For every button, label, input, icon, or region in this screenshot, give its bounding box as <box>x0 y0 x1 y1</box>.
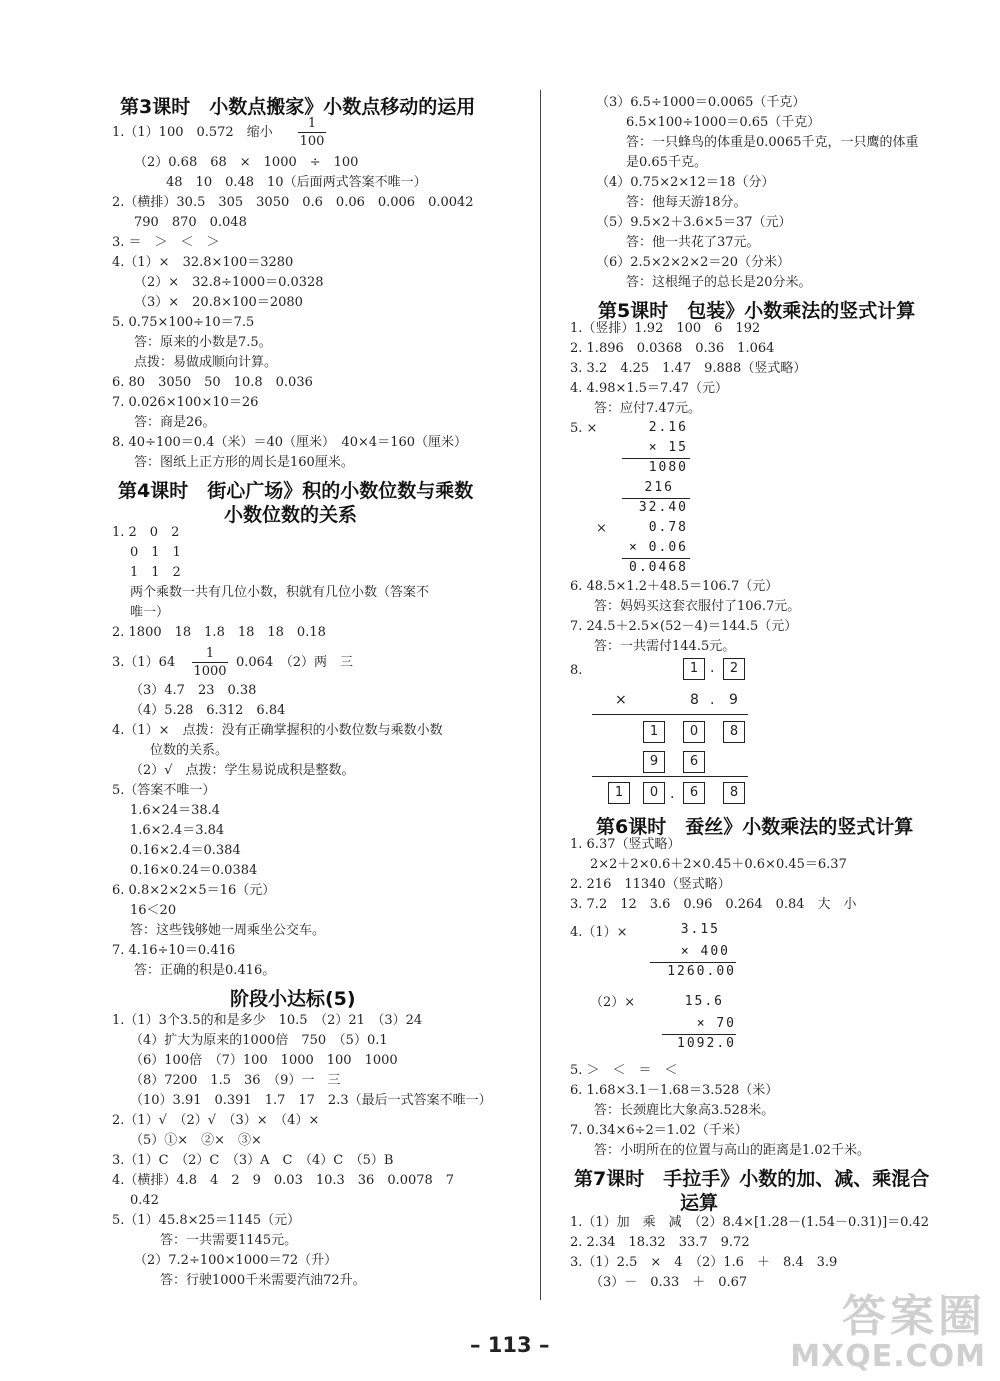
lesson5-line: 答：妈妈买这套衣服付了106.7元。 <box>594 599 801 614</box>
stage-test-line: 答：一共需要1145元。 <box>160 1233 298 1248</box>
lesson7-heading: 第7课时 手拉手》小数的加、减、乘混合 <box>574 1168 930 1190</box>
lesson5-line: 2. 1.896 0.0368 0.36 1.064 <box>570 341 775 356</box>
lesson6-heading: 第6课时 蚕丝》小数乘法的竖式计算 <box>596 816 914 838</box>
lesson4-heading-cont: 小数位数的关系 <box>224 504 358 526</box>
digit-box: 6 <box>683 751 705 773</box>
vertical-calc-line: 32.40 <box>638 500 688 515</box>
lesson5-line: × <box>596 521 607 536</box>
lesson6-line: 答：长颈鹿比大象高3.528米。 <box>594 1103 775 1118</box>
lesson3-line: 8. 40÷100＝0.4（米）＝40（厘米） 40×4＝160（厘米） <box>112 435 468 450</box>
stage-test-line: 5.（1）45.8×25＝1145（元） <box>112 1213 301 1228</box>
vertical-calc-line: × 70 <box>696 1016 736 1031</box>
lesson4-cont-line: （5）9.5×2＋3.6×5＝37（元） <box>596 215 792 230</box>
fraction-1-100: 1 100 <box>299 116 325 149</box>
digit-box: 8 <box>723 721 745 743</box>
lesson4-cont-line: 答：他一共花了37元。 <box>626 235 760 250</box>
lesson3-line: 5. 0.75×100÷10＝7.5 <box>112 315 255 330</box>
digit-box: 1 <box>608 782 630 804</box>
lesson4-line: 1 1 2 <box>130 565 181 580</box>
stage-test-line: 4.（横排）4.8 4 2 9 0.03 10.3 36 0.0078 7 <box>112 1173 455 1188</box>
lesson4-line: 0.064 （2）两 三 <box>236 655 353 670</box>
stage-test-heading: 阶段小达标(5) <box>230 988 356 1010</box>
lesson4-line: 答：正确的积是0.416。 <box>134 963 276 978</box>
lesson4-line: 唯一） <box>130 605 170 620</box>
lesson4-cont-line: 答：这根绳子的总长是20分米。 <box>626 275 812 290</box>
lesson4-line: 1.6×2.4＝3.84 <box>130 823 225 838</box>
lesson5-line: 5. × <box>570 421 598 436</box>
lesson3-line: （2）0.68 68 × 1000 ÷ 100 <box>134 155 359 170</box>
lesson4-line: 3.（1）64 <box>112 655 176 670</box>
lesson7-line: （3）－ 0.33 ＋ 0.67 <box>590 1275 748 1290</box>
calc-rule <box>592 776 748 777</box>
lesson3-line: 答：商是26。 <box>134 415 216 430</box>
lesson3-heading: 第3课时 小数点搬家》小数点移动的运用 <box>120 96 476 118</box>
lesson5-line: 3. 3.2 4.25 1.47 9.888（竖式略） <box>570 361 807 376</box>
lesson4-line: 4.（1）× 点拨：没有正确掌握积的小数位数与乘数小数 <box>112 723 443 738</box>
lesson4-line: 答：这些钱够她一周乘坐公交车。 <box>130 923 326 938</box>
lesson4-cont-line: （6）2.5×2×2×2＝20（分米） <box>596 255 790 270</box>
lesson4-cont-line: 6.5×100÷1000＝0.65（千克） <box>626 115 821 130</box>
calc-rule <box>592 714 748 715</box>
lesson4-line: 0.16×2.4＝0.384 <box>130 843 241 858</box>
lesson6-line: 答：小明所在的位置与高山的距离是1.02千米。 <box>594 1143 870 1158</box>
lesson4-cont-line: （4）0.75×2×12＝18（分） <box>596 175 775 190</box>
lesson5-line: 7. 24.5＋2.5×(52－4)＝144.5（元） <box>570 619 798 634</box>
digit-box: 6 <box>683 782 705 804</box>
lesson4-line: 两个乘数一共有几位小数，积就有几位小数（答案不 <box>130 585 430 600</box>
vertical-calc-line: 2.16 <box>648 420 688 435</box>
lesson5-line: 1.（竖排）1.92 100 6 192 <box>570 321 761 336</box>
digit-box: 0 <box>643 782 665 804</box>
lesson3-line: 4.（1）× 32.8×100＝3280 <box>112 255 294 270</box>
decimal-point: . <box>710 692 715 708</box>
lesson4-cont-line: 答：一只蜂鸟的体重是0.0065千克，一只鹰的体重 <box>626 135 919 150</box>
digit: 8 <box>690 692 699 708</box>
decimal-point: . <box>670 786 675 802</box>
lesson5-line: 6. 48.5×1.2＋48.5＝106.7（元） <box>570 579 779 594</box>
lesson6-line: （2）× <box>590 995 636 1010</box>
stage-test-line: 3.（1）C （2）C （3）A C （4）C （5）B <box>112 1153 394 1168</box>
stage-test-line: 2.（1）√ （2）√ （3）× （4）× <box>112 1113 320 1128</box>
lesson4-line: 7. 4.16÷10＝0.416 <box>112 943 236 958</box>
stage-test-line: （5）①× ②× ③× <box>130 1133 262 1148</box>
lesson3-line: 点拨：易做成顺向计算。 <box>134 355 278 370</box>
column-divider <box>540 90 541 1300</box>
lesson6-line: 7. 0.34×6÷2＝1.02（千米） <box>570 1123 748 1138</box>
lesson5-line: 4. 4.98×1.5＝7.47（元） <box>570 381 728 396</box>
lesson6-line: 6. 1.68×3.1－1.68＝3.528（米） <box>570 1083 779 1098</box>
lesson5-line: 答：一共需付144.5元。 <box>594 639 736 654</box>
decimal-point: . <box>710 660 715 676</box>
stage-test-line: 答：行驶1000千米需要汽油72升。 <box>160 1273 366 1288</box>
digit-box: 1 <box>683 658 705 680</box>
lesson4-line: 0 1 1 <box>130 545 181 560</box>
lesson5-line: 答：应付7.47元。 <box>594 401 701 416</box>
lesson4-cont-line: （3）6.5÷1000＝0.0065（千克） <box>596 95 806 110</box>
vertical-calc-line: 0.0468 <box>629 560 688 575</box>
lesson4-line: 位数的关系。 <box>150 743 229 758</box>
stage-test-line: （10）3.91 0.391 1.7 17 2.3（最后一式答案不唯一） <box>130 1093 492 1108</box>
vertical-calc-line: × 15 <box>648 440 688 455</box>
stage-test-line: 0.42 <box>130 1193 159 1208</box>
lesson4-line: （3）4.7 23 0.38 <box>130 683 257 698</box>
lesson3-line: 7. 0.026×100×10＝26 <box>112 395 259 410</box>
lesson6-line: 2×2＋2×0.6＋2×0.45＋0.6×0.45＝6.37 <box>590 857 847 872</box>
site-watermark: 答案圈 MXQE.COM <box>790 1291 986 1374</box>
multiply-sign: × <box>615 692 627 708</box>
lesson4-line: 5.（答案不唯一） <box>112 783 216 798</box>
lesson7-heading-cont: 运算 <box>680 1192 719 1214</box>
lesson4-line: 2. 1800 18 1.8 18 18 0.18 <box>112 625 326 640</box>
lesson3-line: 2.（横排）30.5 305 3050 0.6 0.06 0.006 0.0042 <box>112 195 474 210</box>
vertical-calc-line: 0.78 <box>648 520 688 535</box>
lesson4-heading: 第4课时 街心广场》积的小数位数与乘数 <box>118 480 474 502</box>
digit-box: 2 <box>723 658 745 680</box>
lesson3-line: （3）× 20.8×100＝2080 <box>134 295 303 310</box>
vertical-calc-line: 216 <box>644 480 674 495</box>
lesson6-line: 4.（1）× <box>570 925 628 940</box>
lesson3-line: 3. ＝ ＞ ＜ ＞ <box>112 235 220 250</box>
lesson7-line: 1.（1）加 乘 减 （2）8.4×[1.28－(1.54－0.31)]＝0.42 <box>570 1215 930 1230</box>
lesson7-line: 3.（1）2.5 × 4 （2）1.6 ＋ 8.4 3.9 <box>570 1255 838 1270</box>
vertical-calc-line: 1260.00 <box>667 964 736 979</box>
stage-test-line: （6）100倍 （7）100 1000 100 1000 <box>130 1053 398 1068</box>
fraction-1-1000: 1 1000 <box>193 646 227 679</box>
lesson4-line: 1.6×24＝38.4 <box>130 803 221 818</box>
lesson5-line: 8. <box>570 663 583 678</box>
vertical-calc-line: × 400 <box>680 944 730 959</box>
stage-test-line: （8）7200 1.5 36 （9）一 三 <box>130 1073 341 1088</box>
vertical-calc-line: 3.15 <box>680 922 720 937</box>
lesson6-line: 2. 216 11340（竖式略） <box>570 877 731 892</box>
digit-box: 1 <box>643 721 665 743</box>
lesson4-line: 1. 2 0 2 <box>112 525 180 540</box>
lesson4-line: （2）√ 点拨：学生易说成积是整数。 <box>130 763 355 778</box>
lesson4-line: 6. 0.8×2×2×5＝16（元） <box>112 883 276 898</box>
lesson6-line: 1. 6.37（竖式略） <box>570 837 681 852</box>
stage-test-line: （4）扩大为原来的1000倍 750 （5）0.1 <box>130 1033 388 1048</box>
lesson4-cont-line: 答：他每天游18分。 <box>626 195 747 210</box>
lesson3-line: 790 870 0.048 <box>134 215 247 230</box>
lesson3-line: 48 10 0.48 10（后面两式答案不唯一） <box>166 175 427 190</box>
digit-box: 9 <box>643 751 665 773</box>
lesson4-line: （4）5.28 6.312 6.84 <box>130 703 286 718</box>
stage-test-line: 1.（1）3个3.5的和是多少 10.5 （2）21 （3）24 <box>112 1013 423 1028</box>
stage-test-line: （2）7.2÷100×1000＝72（升） <box>134 1253 338 1268</box>
lesson4-cont-line: 是0.65千克。 <box>626 155 707 170</box>
digit-box: 0 <box>683 721 705 743</box>
lesson7-line: 2. 2.34 18.32 33.7 9.72 <box>570 1235 750 1250</box>
page-number: – 113 – <box>470 1333 550 1357</box>
lesson6-line: 5. ＞ ＜ ＝ ＜ <box>570 1063 678 1078</box>
vertical-calc-line: × 0.06 <box>629 540 688 555</box>
lesson3-line: 1.（1）100 0.572 缩小 <box>112 125 273 140</box>
lesson3-line: 答：原来的小数是7.5。 <box>134 335 272 350</box>
lesson3-line: （2）× 32.8÷1000＝0.0328 <box>134 275 324 290</box>
lesson6-line: 3. 7.2 12 3.6 0.96 0.264 0.84 大 小 <box>570 897 857 912</box>
vertical-calc-line: 1080 <box>648 460 688 475</box>
digit-box: 8 <box>723 782 745 804</box>
vertical-calc-line: 15.6 <box>684 994 724 1009</box>
lesson4-line: 0.16×0.24＝0.0384 <box>130 863 258 878</box>
lesson4-line: 16＜20 <box>130 903 177 918</box>
lesson3-line: 答：图纸上正方形的周长是160厘米。 <box>134 455 354 470</box>
lesson5-heading: 第5课时 包装》小数乘法的竖式计算 <box>598 300 916 322</box>
digit: 9 <box>729 692 738 708</box>
lesson3-line: 6. 80 3050 50 10.8 0.036 <box>112 375 313 390</box>
vertical-calc-line: 1092.0 <box>677 1036 736 1051</box>
